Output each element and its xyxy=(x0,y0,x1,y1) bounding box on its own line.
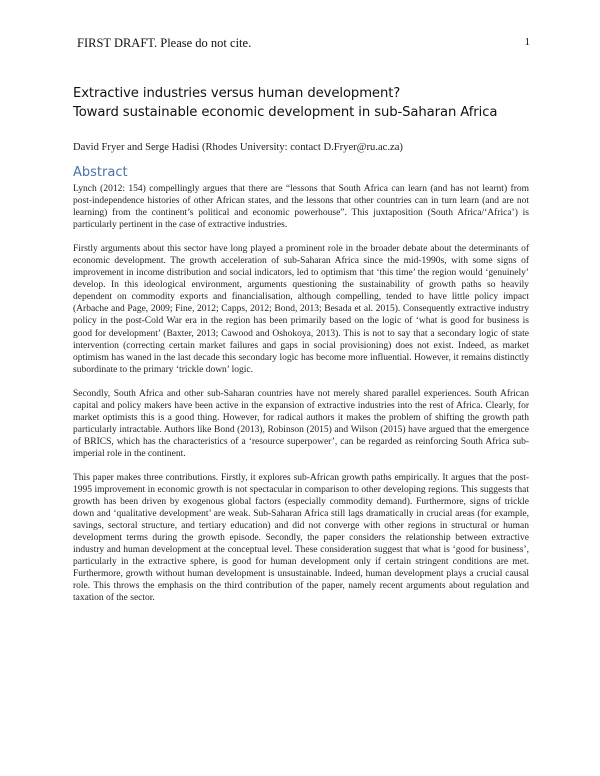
draft-notice: FIRST DRAFT. Please do not cite. xyxy=(77,36,252,50)
page-number: 1 xyxy=(524,36,530,48)
paragraph-2: Firstly arguments about this sector have long played a prominent role in the broader debate about the determinants of economic development. The growth acceleration of sub-Saharan Africa since the mid-1990s, with some signs of improvement in income distribution and social indicators, led to optimism that ‘this time’ the region would ‘genuinely’ develop. In this ideological environment, arguments questioning the sustainability of growth paths so heavily dependent on commodity exports and financialisation, although compelling, tended to have little policy impact (Arbache and Page, 2009; Fine, 2012; Capps, 2012; Bond, 2013; Besada et al. 2015). Consequently extractive industry policy in the post-Cold War era in the region has been primarily based on the logic of ‘what is good for business is good for development’ (Baxter, 2013; Cawood and Oshokoya, 2013). This is not to say that a secondary logic of state intervention (correcting certain market failures and gaps in social provisioning) does not exist. Indeed, as market optimism has waned in the last decade this secondary logic has become more influential. However, it remains distinctly subordinate to the primary ‘trickle down’ logic. xyxy=(73,244,529,375)
title-line-1: Extractive industries versus human development? xyxy=(73,86,401,101)
paragraph-4: This paper makes three contributions. Firstly, it explores sub-African growth paths empirically. It argues that the post-1995 improvement in economic growth is not spectacular in comparison to other developing regions. This suggests that growth has been driven by exogenous global factors (especially commodity demand). Furthermore, signs of trickle down and ‘qualitative development’ are weak. Sub-Saharan Africa still lags dramatically in crucial areas (for example, savings, sectoral structure, and tertiary education) and did not converge with other regions in structural or human development terms during the growth episode. Secondly, the paper considers the relationship between extractive industry and human development at the conceptual level. These consideration suggest that what is ‘good for business’, particularly in the extractive sphere, is good for human development only if certain stringent conditions are met. Furthermore, growth without human development is unsustainable. Indeed, human development plays a crucial causal role. This throws the emphasis on the third contribution of the paper, namely recent arguments about regulation and taxation of the sector. xyxy=(73,472,529,604)
paragraph-3: Secondly, South Africa and other sub-Saharan countries have not merely shared parallel experiences. South African capital and policy makers have been active in the expansion of extractive industries into the rest of Africa. Clearly, for market optimists this is a good thing. However, for radical authors it makes the problem of shifting the growth path particularly intractable. Authors like Bond (2013), Robinson (2015) and Wilson (2015) have argued that the emergence of BRICS, which has the characteristics of a ‘resource superpower’, can be regarded as reinforcing South Africa sub-imperial role in the continent. xyxy=(73,388,529,459)
paragraph-1: Lynch (2012: 154) compellingly argues that there are “lessons that South Africa can learn (and has not learnt) from post-independence histories of other African states, and the lessons that other countries can in turn learn (and are not learning) from the continent’s political and economic powerhouse”. This juxtaposition (South Africa/‘Africa’) is particularly pertinent in the case of extractive industries. xyxy=(73,184,529,231)
paper-title xyxy=(73,84,543,122)
author-line: David Fryer and Serge Hadisi (Rhodes University: contact D.Fryer@ru.ac.za) xyxy=(73,142,403,153)
abstract-heading: Abstract xyxy=(73,165,128,180)
title-line-2: Toward sustainable economic development in sub-Saharan Africa xyxy=(73,105,498,120)
abstract-body xyxy=(73,183,529,617)
